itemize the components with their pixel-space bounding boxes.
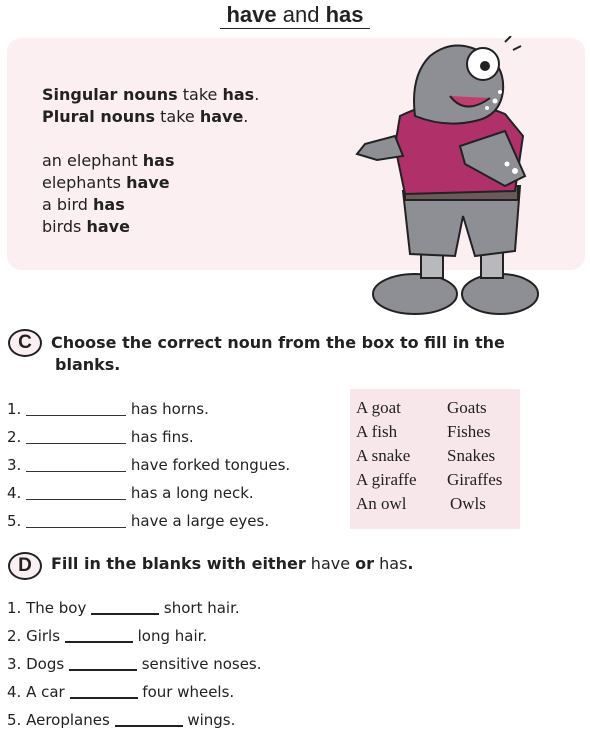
question-c-3: 3. have forked tongues. [7,456,291,474]
word-box-plural: Fishes [447,422,491,441]
title-connector: and [282,2,320,27]
section-c-instruction-line1: Choose the correct noun from the box to fill in the [51,333,505,352]
word-box-singular: A snake [356,446,411,465]
section-c-badge: C [8,329,42,357]
word-box-singular: An owl [356,494,407,513]
word-box-plural: Snakes [447,446,496,465]
example-line: birds have [42,217,130,236]
answer-blank[interactable] [115,711,183,727]
answer-blank[interactable] [70,683,138,699]
section-c-instruction-line2: blanks. [55,355,121,374]
title-word-has: has [325,2,364,27]
answer-blank[interactable] [91,599,159,615]
question-d-1: 1. The boy short hair. [7,599,240,617]
turtle-mascot-illustration [355,36,545,326]
answer-blank[interactable] [65,627,133,643]
answer-blank[interactable] [26,513,126,528]
word-box-singular: A goat [356,398,401,417]
question-d-2: 2. Girls long hair. [7,627,208,645]
page-title [0,2,590,29]
word-box-plural: Owls [450,494,486,513]
section-d-instruction: Fill in the blanks with either have or has. [51,554,414,573]
question-c-4: 4. has a long neck. [7,484,254,502]
question-d-4: 4. A car four wheels. [7,683,235,701]
section-d-badge: D [8,552,42,580]
question-d-3: 3. Dogs sensitive noses. [7,655,262,673]
word-box-singular: A giraffe [356,470,417,489]
question-c-5: 5. have a large eyes. [7,512,270,530]
rule-plural: Plural nouns take have. [42,107,249,126]
word-box-plural: Giraffes [447,470,503,489]
example-line: a bird has [42,195,125,214]
question-c-2: 2. has fins. [7,428,194,446]
title-word-have: have [226,2,277,27]
question-d-5: 5. Aeroplanes wings. [7,711,236,729]
rule-singular: Singular nouns take has. [42,85,260,104]
answer-blank[interactable] [69,655,137,671]
answer-blank[interactable] [26,485,126,500]
word-box-singular: A fish [356,422,398,441]
answer-blank[interactable] [26,457,126,472]
word-box-plural: Goats [447,398,487,417]
question-c-1: 1. has horns. [7,400,209,418]
answer-blank[interactable] [26,429,126,444]
example-line: an elephant has [42,151,175,170]
answer-blank[interactable] [26,401,126,416]
example-line: elephants have [42,173,170,192]
